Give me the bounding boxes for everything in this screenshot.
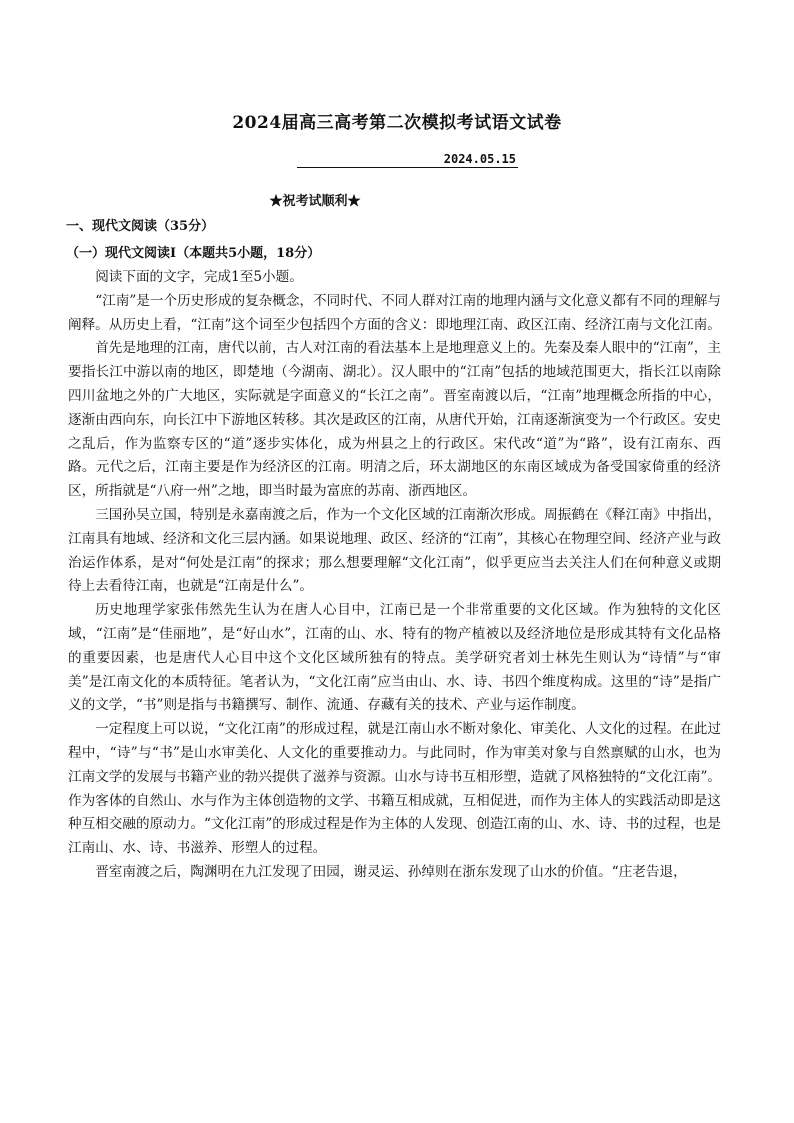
exam-date: 2024.05.15 [443,152,516,166]
passage-paragraph-6: 晋室南渡之后，陶渊明在九江发现了田园，谢灵运、孙绰则在浙东发现了山水的价值。“庄老告退， [95,863,687,880]
subsection-heading: （一）现代文阅读Ⅰ（本题共5小题，18分） [66,246,321,261]
passage-paragraph-3: 三国孙吴立国，特别是永嘉南渡之后，作为一个文化区域的江南渐次形成。周振鹤在《释江南》中指出，江南具有地域、经济和文化三层内涵。如果说地理、政区、经济的“江南”，其核心在物理空间、经济产业与政治运作体系，是对“何处是江南”的探求；那么想要理解“文化江南”，似乎更应当去关注人们在何种意义或期待上去看待江南，也就是“江南是什么”。 [68,506,721,595]
exam-title: 2024届高三高考第二次模拟考试语文试卷 [232,113,562,133]
section-heading: 一、现代文阅读（35分） [66,219,215,234]
reading-passage [68,266,721,885]
passage-paragraph-5: 一定程度上可以说，“文化江南”的形成过程，就是江南山水不断对象化、审美化、人文化的过程。在此过程中，“诗”与“书”是山水审美化、人文化的重要推动力。与此同时，作为审美对象与自然禀赋的山水，也为江南文学的发展与书籍产业的勃兴提供了滋养与资源。山水与诗书互相形塑，造就了风格独特的“文化江南”。作为客体的自然山、水与作为主体创造物的文学、书籍互相成就，互相促进，而作为主体人的实践活动即是这种互相交融的原动力。“文化江南”的形成过程是作为主体的人发现、创造江南的山、水、诗、书的过程，也是江南山、水、诗、书滋养、形塑人的过程。 [68,721,721,857]
passage-paragraph-2: 首先是地理的江南，唐代以前，古人对江南的看法基本上是地理意义上的。先秦及秦人眼中的“江南”，主要指长江中游以南的地区，即楚地（今湖南、湖北）。汉人眼中的“江南”包括的地域范围更大，指长江以南除四川盆地之外的广大地区，实际就是字面意义的“长江之南”。晋室南渡以后，“江南”地理概念所指的中心，逐渐由西向东，向长江中下游地区转移。其次是政区的江南，从唐代开始，江南逐渐演变为一个行政区。安史之乱后，作为监察专区的“道”逐步实体化，成为州县之上的行政区。宋代改“道”为“路”，设有江南东、西路。元代之后，江南主要是作为经济区的江南。明清之后，环太湖地区的东南区域成为备受国家倚重的经济区，所指就是“八府一州”之地，即当时最为富庶的苏南、浙西地区。 [68,340,721,500]
instruction-text: 阅读下面的文字，完成1至5小题。 [95,269,303,285]
passage-paragraph-1: “江南”是一个历史形成的复杂概念，不同时代、不同人群对江南的地理内涵与文化意义都有不同的理解与阐释。从历史上看，“江南”这个词至少包括四个方面的含义：即地理江南、政区江南、经济江南与文化江南。 [68,292,721,333]
blessing-text: ★祝考试顺利★ [269,194,361,209]
date-underline [297,149,518,168]
passage-paragraph-4: 历史地理学家张伟然先生认为在唐人心目中，江南已是一个非常重要的文化区域。作为独特的文化区域，“江南”是“佳丽地”，是“好山水”，江南的山、水、特有的物产植被以及经济地位是形成其特有文化品格的重要因素，也是唐代人心目中这个文化区域所独有的特点。美学研究者刘士林先生则认为“诗情”与“审美”是江南文化的本质特征。笔者认为，“文化江南”应当由山、水、诗、书四个维度构成。这里的“诗”是指广义的文学，“书”则是指与书籍撰写、制作、流通、存藏有关的技术、产业与运作制度。 [68,602,721,714]
